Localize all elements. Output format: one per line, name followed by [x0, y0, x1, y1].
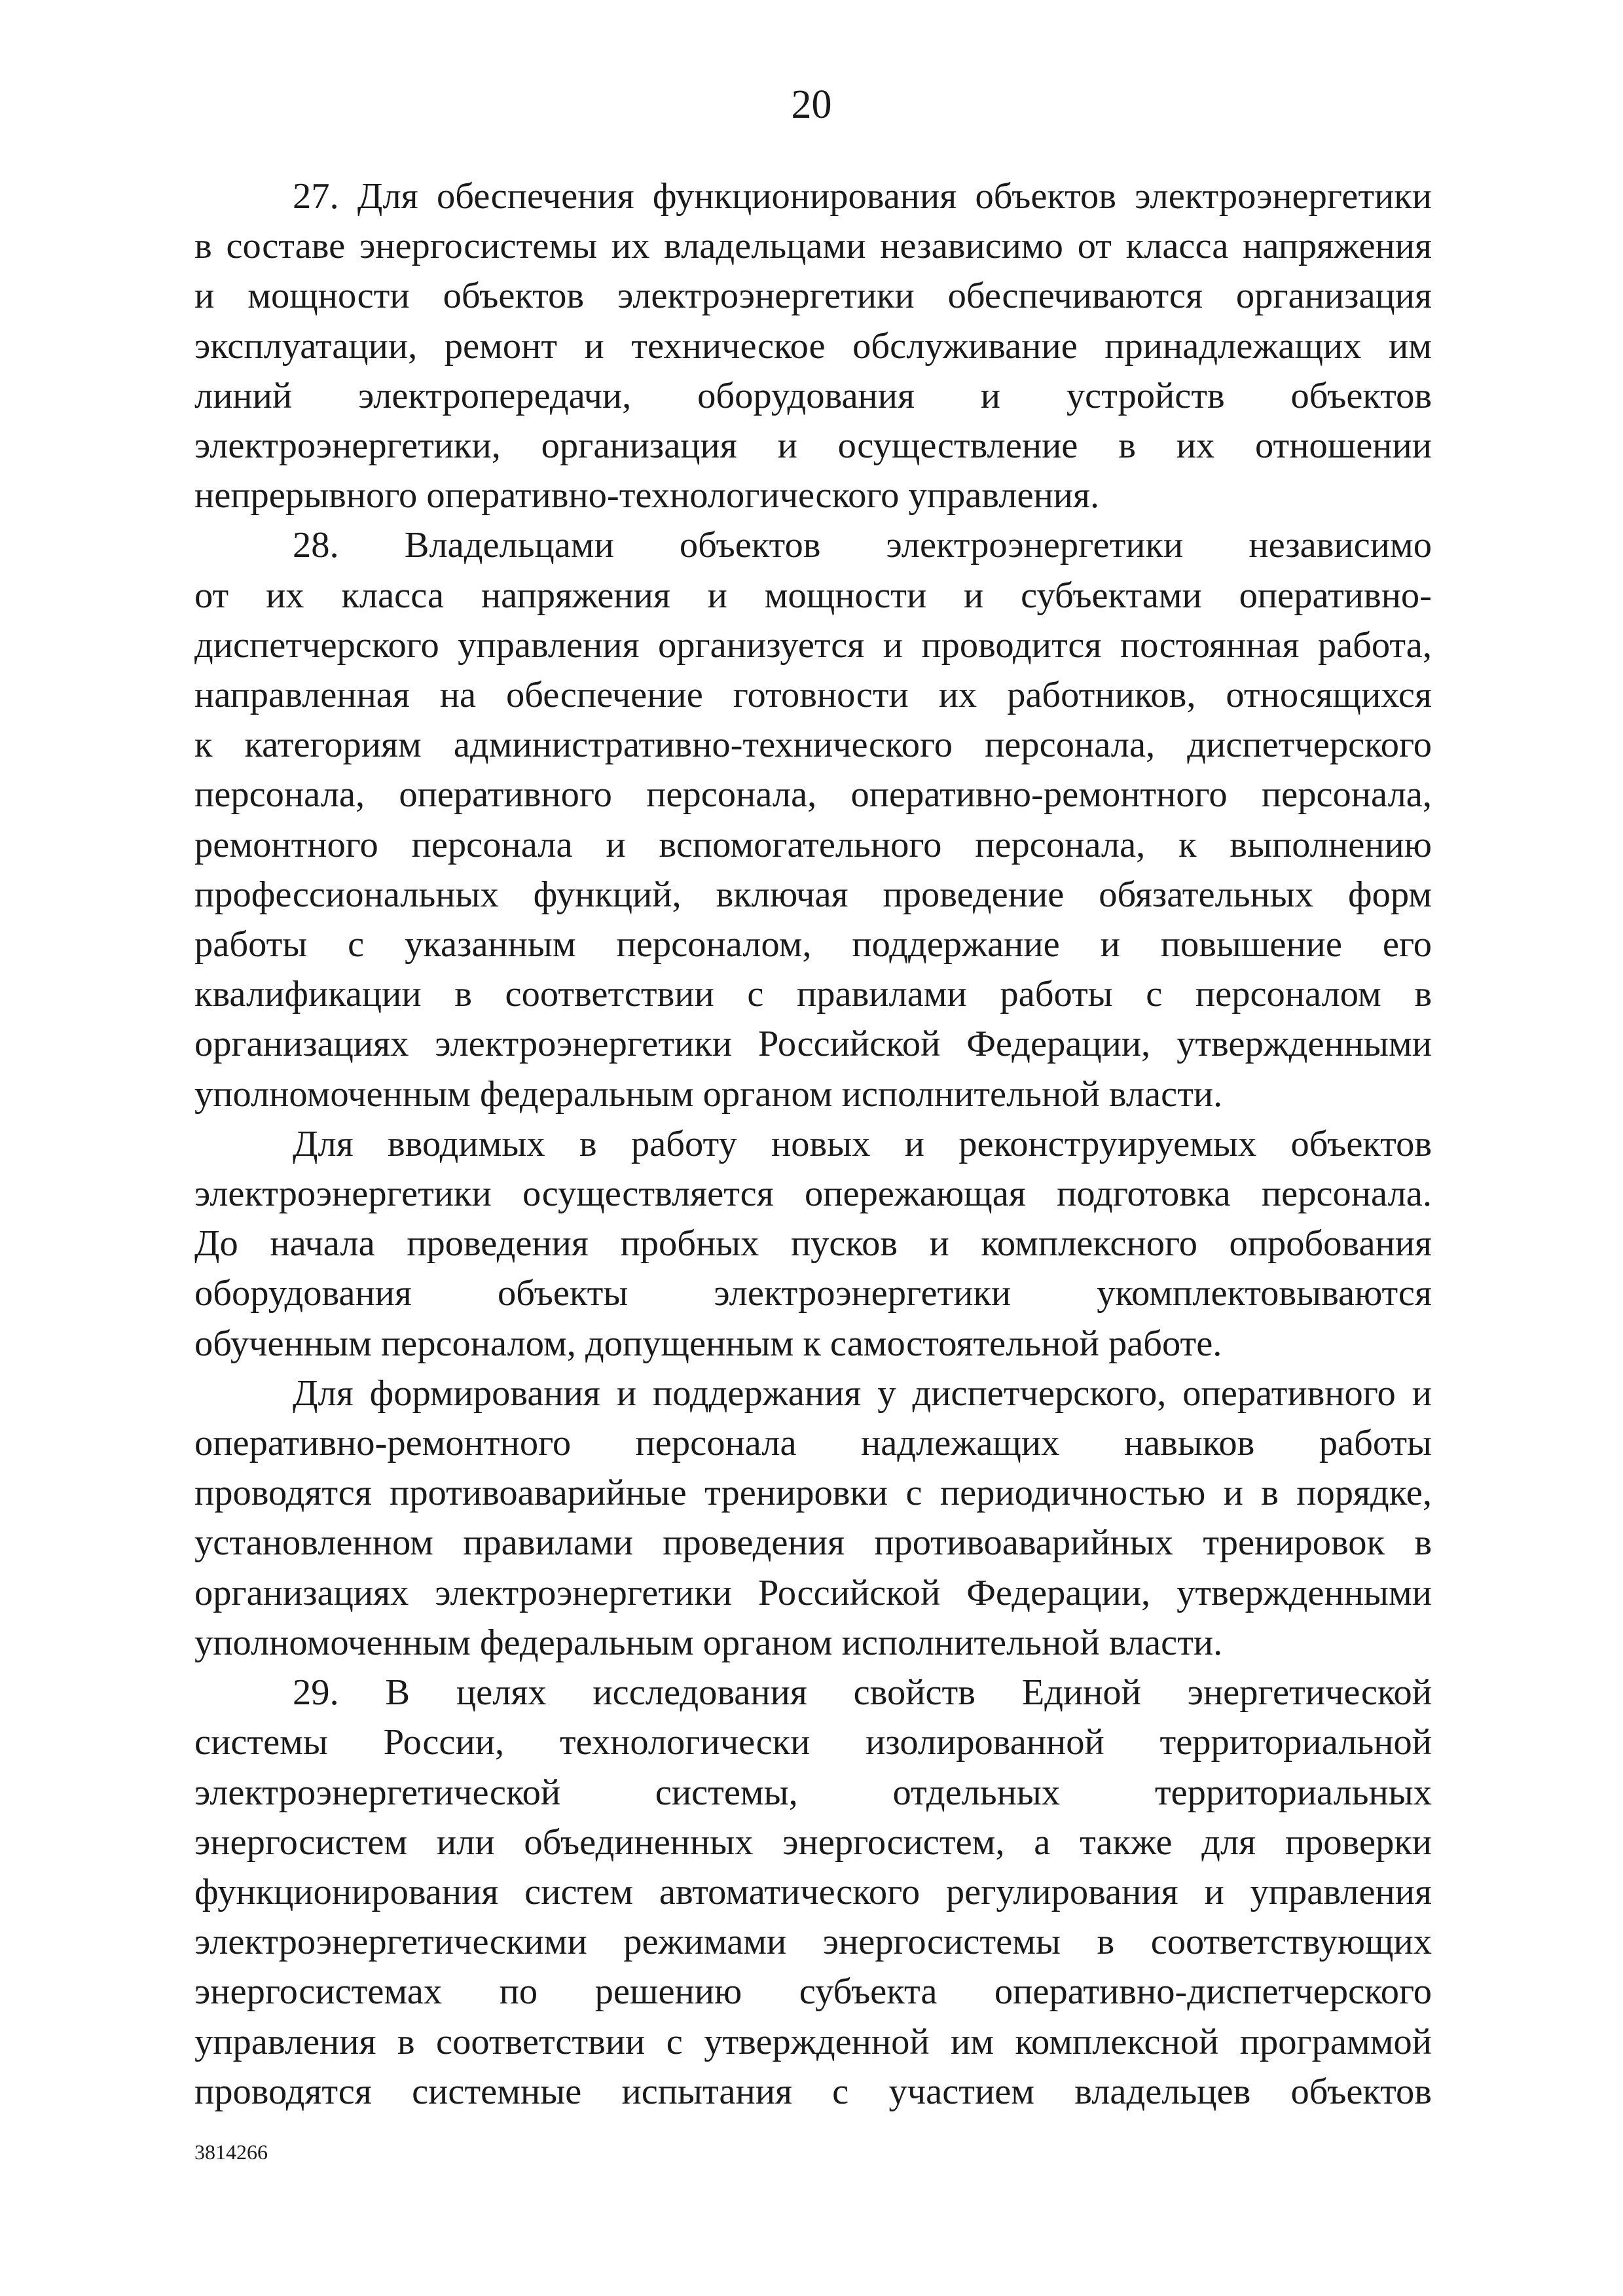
text-line: электроэнергетики, организация и осуществление в их отношении	[194, 425, 1432, 467]
text-line: к категориям административно-технического персонала, диспетчерского	[194, 725, 1432, 766]
document-body	[194, 171, 1432, 2117]
text-line: уполномоченным федеральным органом исполнительной власти.	[194, 1073, 1223, 1115]
text-line: управления в соответствии с утвержденной им комплексной программой	[194, 2021, 1432, 2062]
text-line: энергосистем или объединенных энергосистем, а также для проверки	[194, 1821, 1432, 1863]
text-line: установленном правилами проведения противоаварийных тренировок в	[194, 1522, 1432, 1564]
text-line: 27. Для обеспечения функционирования объектов электроэнергетики	[293, 176, 1432, 217]
text-line: организациях электроэнергетики Российской Федерации, утвержденными	[194, 1024, 1432, 1065]
text-line: оборудования объекты электроэнергетики укомплектовываются	[194, 1273, 1432, 1314]
text-line: функционирования систем автоматического регулирования и управления	[194, 1871, 1432, 1912]
text-line: линий электропередачи, оборудования и устройств объектов	[194, 375, 1432, 416]
text-line: электроэнергетической системы, отдельных территориальных	[194, 1772, 1432, 1813]
text-line: от их класса напряжения и мощности и субъектами оперативно-	[194, 575, 1432, 616]
text-line: организациях электроэнергетики Российской Федерации, утвержденными	[194, 1572, 1432, 1613]
document-code: 3814266	[194, 2140, 268, 2164]
paragraph-27	[194, 171, 1432, 520]
text-line: 28. Владельцами объектов электроэнергетики независимо	[293, 525, 1432, 566]
text-line: персонала, оперативного персонала, оперативно-ремонтного персонала,	[194, 774, 1432, 816]
text-line: и мощности объектов электроэнергетики обеспечиваются организация	[194, 276, 1432, 317]
text-line: электроэнергетики осуществляется опережающая подготовка персонала.	[194, 1174, 1432, 1215]
paragraph-28	[194, 520, 1432, 1119]
text-line: системы России, технологически изолированной территориальной	[194, 1722, 1432, 1763]
paragraph-new-objects	[194, 1119, 1432, 1369]
text-line: диспетчерского управления организуется и проводится постоянная работа,	[194, 624, 1432, 666]
text-line: ремонтного персонала и вспомогательного персонала, к выполнению	[194, 824, 1432, 865]
text-line: работы с указанным персоналом, поддержание и повышение его	[194, 924, 1432, 965]
text-line: эксплуатации, ремонт и техническое обслуживание принадлежащих им	[194, 325, 1432, 367]
text-line: профессиональных функций, включая проведение обязательных форм	[194, 874, 1432, 915]
paragraph-29	[194, 1668, 1432, 2117]
text-line: непрерывного оперативно-технологического управления.	[194, 475, 1100, 516]
text-line: проводятся системные испытания с участием владельцев объектов	[194, 2071, 1432, 2112]
text-line: уполномоченным федеральным органом исполнительной власти.	[194, 1622, 1223, 1663]
text-line: 29. В целях исследования свойств Единой энергетической	[293, 1672, 1432, 1713]
text-line: проводятся противоаварийные тренировки с периодичностью и в порядке,	[194, 1473, 1432, 1514]
text-line: обученным персоналом, допущенным к самостоятельной работе.	[194, 1323, 1222, 1364]
text-line: оперативно-ремонтного персонала надлежащих навыков работы	[194, 1423, 1432, 1464]
page-number: 20	[791, 82, 832, 127]
text-line: электроэнергетическими режимами энергосистемы в соответствующих	[194, 1922, 1432, 1963]
text-line: Для вводимых в работу новых и реконструируемых объектов	[293, 1123, 1432, 1164]
text-line: энергосистемах по решению субъекта оперативно-диспетчерского	[194, 1971, 1432, 2013]
text-line: направленная на обеспечение готовности их работников, относящихся	[194, 675, 1432, 716]
text-line: Для формирования и поддержания у диспетчерского, оперативного и	[293, 1372, 1432, 1414]
text-line: До начала проведения пробных пусков и комплексного опробования	[194, 1223, 1432, 1265]
text-line: квалификации в соответствии с правилами работы с персоналом в	[194, 974, 1432, 1015]
text-line: в составе энергосистемы их владельцами независимо от класса напряжения	[194, 226, 1432, 267]
paragraph-training	[194, 1369, 1432, 1668]
